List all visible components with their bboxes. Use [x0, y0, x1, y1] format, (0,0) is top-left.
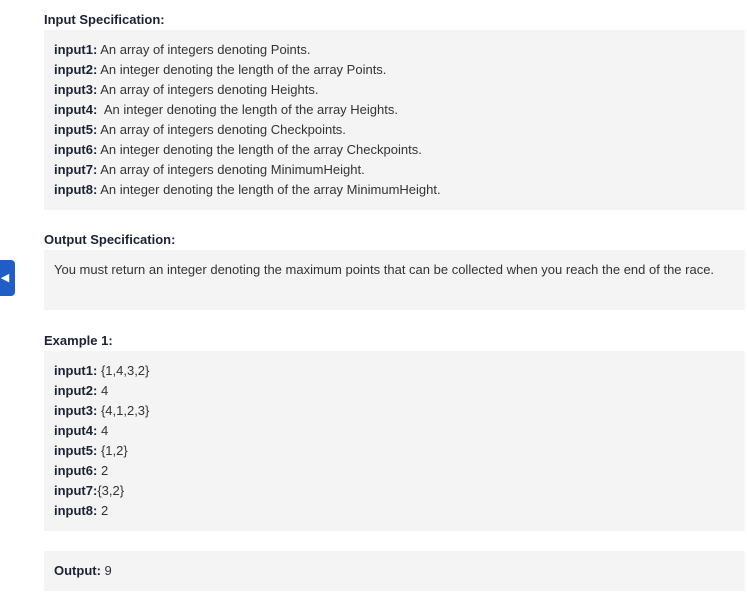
example-output-line: Output: 9: [54, 563, 112, 578]
example-1-output-box: [44, 551, 745, 591]
input-spec-line: input7: An array of integers denoting MinimumHeight.: [54, 162, 365, 177]
input-spec-line: input6: An integer denoting the length of the array Checkpoints.: [54, 142, 422, 157]
side-panel-toggle[interactable]: [0, 260, 15, 296]
example-input-line: input6: 2: [54, 463, 109, 478]
output-spec-heading: Output Specification:: [44, 232, 176, 247]
input-spec-line: input1: An array of integers denoting Points.: [54, 42, 311, 57]
example-input-line: input8: 2: [54, 503, 109, 518]
output-spec-box: [44, 250, 745, 310]
arrow-left-icon: ◀: [0, 271, 10, 284]
input-spec-line: input8: An integer denoting the length of the array MinimumHeight.: [54, 182, 441, 197]
input-spec-line: input3: An array of integers denoting Heights.: [54, 82, 319, 97]
example-input-line: input5: {1,2}: [54, 443, 128, 458]
example-input-line: input3: {4,1,2,3}: [54, 403, 150, 418]
example-input-line: input7:{3,2}: [54, 483, 125, 498]
example-input-line: input2: 4: [54, 383, 109, 398]
input-spec-line: input2: An integer denoting the length of the array Points.: [54, 62, 387, 77]
output-spec-text: You must return an integer denoting the maximum points that can be collected when you reach the end of the race.: [54, 262, 715, 277]
input-spec-heading: Input Specification:: [44, 12, 165, 27]
input-spec-line: input5: An array of integers denoting Checkpoints.: [54, 122, 346, 137]
example-input-line: input1: {1,4,3,2}: [54, 363, 150, 378]
example-input-line: input4: 4: [54, 423, 109, 438]
input-spec-box: [44, 30, 745, 210]
example-1-input-box: [44, 351, 745, 531]
example-1-heading: Example 1:: [44, 333, 113, 348]
input-spec-line: input4: An integer denoting the length of the array Heights.: [54, 102, 398, 117]
